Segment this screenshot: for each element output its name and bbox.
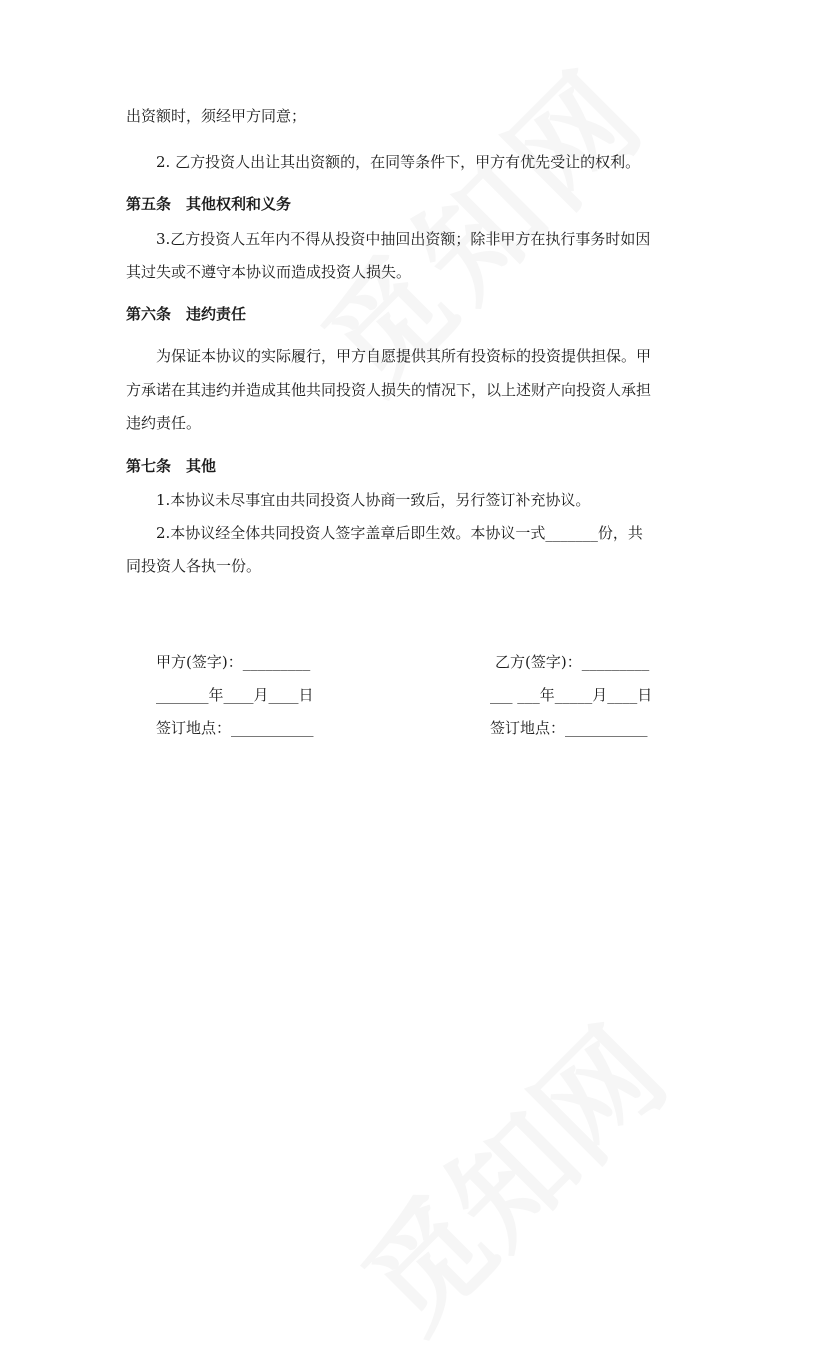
body-line: 违约责任。 (126, 414, 202, 432)
body-line: 出资额时，须经甲方同意； (126, 107, 307, 125)
section-heading: 第六条 违约责任 (126, 305, 247, 323)
party-b-date: ___ ___年_____月____日 (490, 686, 653, 704)
body-line: 方承诺在其违约并造成其他共同投资人损失的情况下，以上述财产向投资人承担 (126, 381, 652, 399)
body-line: 为保证本协议的实际履行，甲方自愿提供其所有投资标的投资提供担保。甲 (156, 347, 652, 365)
section-heading: 第五条 其他权利和义务 (126, 195, 292, 213)
party-b-place: 签订地点：___________ (490, 719, 648, 737)
body-line: 其过失或不遵守本协议而造成投资人损失。 (126, 263, 412, 281)
party-a-place: 签订地点：___________ (156, 719, 314, 737)
body-line: 同投资人各执一份。 (126, 557, 262, 575)
clause-item: 2.本协议经全体共同投资人签字盖章后即生效。本协议一式_______份，共 (156, 524, 643, 542)
clause-item: 2. 乙方投资人出让其出资额的，在同等条件下，甲方有优先受让的权利。 (156, 153, 641, 171)
party-a-date: _______年____月____日 (156, 686, 314, 704)
clause-item: 1.本协议未尽事宜由共同投资人协商一致后，另行签订补充协议。 (156, 491, 591, 509)
clause-item: 3.乙方投资人五年内不得从投资中抽回出资额；除非甲方在执行事务时如因 (156, 230, 651, 248)
section-heading: 第七条 其他 (126, 457, 217, 475)
party-a-signature: 甲方(签字)：_________ (156, 653, 311, 671)
party-b-signature: 乙方(签字)：_________ (495, 653, 650, 671)
